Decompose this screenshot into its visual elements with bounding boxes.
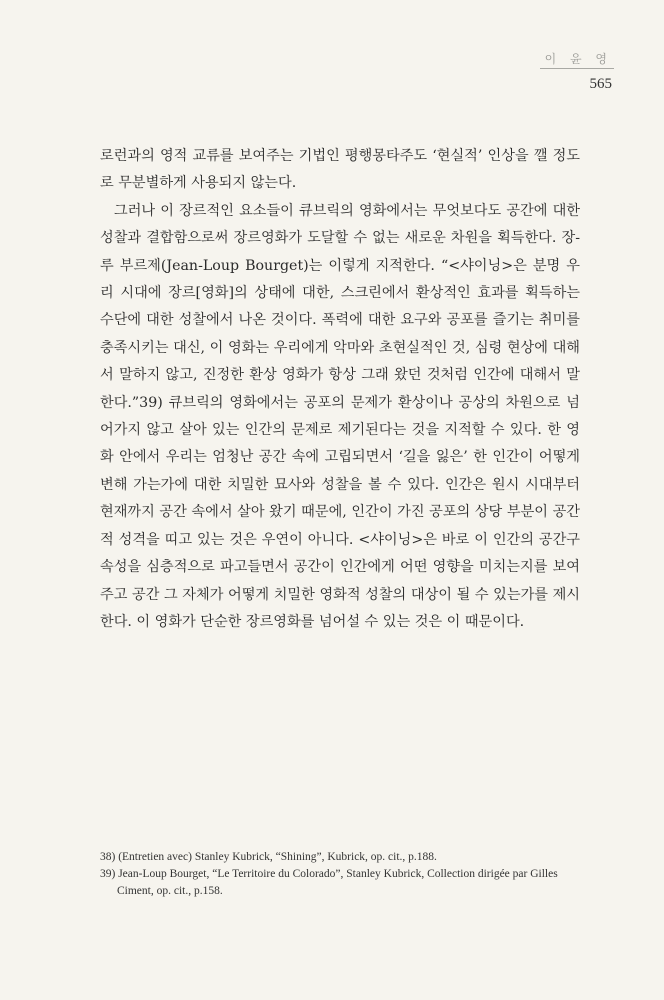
- header-rule: [540, 68, 614, 69]
- paragraph: 그러나 이 장르적인 요소들이 큐브릭의 영화에서는 무엇보다도 공간에 대한 성찰과 결합함으로써 장르영화가 도달할 수 없는 새로운 차원을 획득한다. 장-루 부르제(Jean-Loup Bourget)는 이렇게 지적한다. “<샤이닝>은 분명 우리 시대에 장르[영화]의 상태에 대한, 스크린에서 환상적인 효과를 획득하는 수단에 대한 성찰에서 나온 것이다. 폭력에 대한 요구와 공포를 즐기는 취미를 충족시키는 대신, 이 영화는 우리에게 악마와 초현실적인 것, 심령 현상에 대해서 말하지 않고, 진정한 환상 영화가 항상 그래 왔던 것처럼 인간에 대해서 말한다.”39) 큐브릭의 영화에서는 공포의 문제가 환상이나 공상의 차원으로 넘어가지 않고 살아 있는 인간의 문제로 제기된다는 것을 지적할 수 있다. 한 영화 안에서 우리는 엄청난 공간 속에 고립되면서 ‘길을 잃은’ 한 인간이 어떻게 변해 가는가에 대한 치밀한 묘사와 성찰을 볼 수 있다. 인간은 원시 시대부터 현재까지 공간 속에서 살아 왔기 때문에, 인간이 가진 공포의 상당 부분이 공간적 성격을 띠고 있는 것은 우연이 아니다. <샤이닝>은 바로 이 인간의 공간구속성을 심층적으로 파고들면서 공간이 인간에게 어떤 영향을 미치는지를 보여주고 공간 그 자체가 어떻게 치밀한 영화적 성찰의 대상이 될 수 있는가를 제시한다. 이 영화가 단순한 장르영화를 넘어설 수 있는 것은 이 때문이다.: [100, 202, 580, 630]
- footnotes: [100, 849, 580, 900]
- body-text: [100, 143, 580, 636]
- footnote: 39) Jean-Loup Bourget, “Le Territoire du Colorado”, Stanley Kubrick, Collection dirigée par Gilles Ciment, op. cit., p.158.: [100, 868, 558, 897]
- running-header-author: 이 윤 영: [544, 52, 612, 66]
- paragraph: 로런과의 영적 교류를 보여주는 기법인 평행몽타주도 ‘현실적’ 인상을 깰 정도로 무분별하게 사용되지 않는다.: [100, 148, 580, 192]
- page-number: 565: [589, 76, 612, 92]
- footnote: 38) (Entretien avec) Stanley Kubrick, “Shining”, Kubrick, op. cit., p.188.: [100, 851, 437, 863]
